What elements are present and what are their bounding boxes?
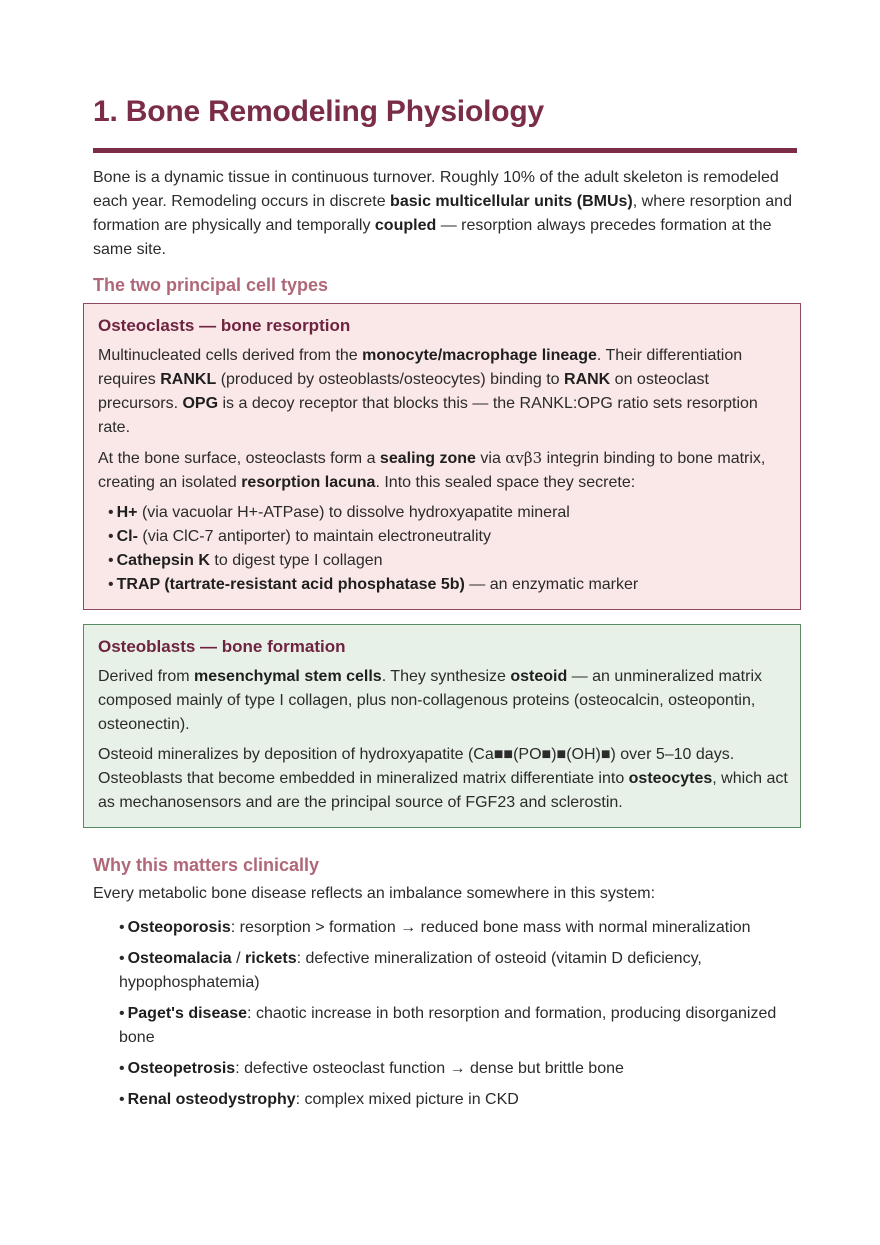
bullet: • <box>108 528 114 545</box>
list-item <box>98 525 788 549</box>
bold-term: Cl- <box>116 528 138 545</box>
clinical-list <box>93 916 797 1112</box>
bold-term: RANKL <box>160 371 217 388</box>
text: . They synthesize <box>381 668 511 685</box>
osteoblasts-paragraph-2 <box>98 743 788 815</box>
text: : resorption > formation → reduced bone mass with normal mineralization <box>230 919 751 936</box>
disease-name: rickets <box>245 950 297 967</box>
document-page <box>93 92 797 1119</box>
text: (produced by osteoblasts/osteocytes) binding to <box>216 371 565 388</box>
list-item <box>93 1088 797 1112</box>
disease-name: Renal osteodystrophy <box>127 1091 296 1108</box>
osteoclasts-paragraph-1 <box>98 344 788 440</box>
bullet: • <box>108 504 114 521</box>
list-item <box>93 1002 797 1050</box>
bold-term: coupled <box>374 217 437 234</box>
text: : defective osteoclast function → dense but brittle bone <box>235 1060 624 1077</box>
bold-term: resorption lacuna <box>241 474 376 491</box>
bold-term: sealing zone <box>379 450 476 467</box>
bullet: • <box>119 1091 125 1108</box>
text: — an unmineralized matrix composed mainly of type I collagen, plus non-collagenous proteins (osteocalcin, osteopontin, osteonectin). <box>98 668 762 733</box>
list-item <box>98 549 788 573</box>
text: is a decoy receptor that blocks this — the RANKL:OPG ratio sets resorption rate. <box>98 395 758 436</box>
bold-term: monocyte/macrophage lineage <box>362 347 597 364</box>
text: . Their differentiation requires <box>98 347 743 388</box>
intro-paragraph <box>93 166 797 262</box>
text: to digest type I collagen <box>209 552 383 569</box>
text: on osteoclast precursors. <box>98 371 709 412</box>
bullet: • <box>108 552 114 569</box>
bullet: • <box>119 1060 125 1077</box>
disease-name: Osteoporosis <box>127 919 231 936</box>
bullet: • <box>108 576 114 593</box>
bold-term: RANK <box>564 371 611 388</box>
bullet: • <box>119 950 125 967</box>
bullet: • <box>119 1005 125 1022</box>
text: (via vacuolar H+-ATPase) to dissolve hydroxyapatite mineral <box>137 504 570 521</box>
bold-term: H+ <box>116 504 138 521</box>
list-item <box>98 573 788 597</box>
text: Bone is a dynamic tissue in continuous turnover. Roughly 10% of the adult skeleton is remodeled each year. Remodeling occurs in discrete <box>93 169 779 210</box>
bold-term: Cathepsin K <box>116 552 210 569</box>
text: (via ClC-7 antiporter) to maintain electroneutrality <box>137 528 491 545</box>
text: Derived from <box>98 668 195 685</box>
list-item <box>93 1057 797 1081</box>
list-item <box>93 916 797 940</box>
bullet: • <box>119 919 125 936</box>
osteoblasts-box <box>83 624 801 828</box>
disease-name: Osteopetrosis <box>127 1060 236 1077</box>
text: : chaotic increase in both resorption and formation, producing disorganized bone <box>119 1005 777 1046</box>
clinical-lead: Every metabolic bone disease reflects an imbalance somewhere in this system: <box>93 885 656 902</box>
osteoblasts-paragraph-1 <box>98 665 788 737</box>
osteoclasts-heading: Osteoclasts — bone resorption <box>98 316 351 335</box>
text: Multinucleated cells derived from the <box>98 347 363 364</box>
text: integrin binding to bone matrix, creating an isolated <box>98 450 766 491</box>
text: . Into this sealed space they secrete: <box>375 474 636 491</box>
section-heading-clinical: Why this matters clinically <box>93 855 320 875</box>
text: , which act as mechanosensors and are the principal source of FGF23 and sclerostin. <box>98 770 788 811</box>
list-item <box>98 501 788 525</box>
clinical-section <box>93 882 797 1112</box>
list-item <box>93 947 797 995</box>
bold-term: osteoid <box>510 668 568 685</box>
text: Osteoid mineralizes by deposition of hydroxyapatite (Ca■■(PO■)■(OH)■) over 5–10 days. Osteoblasts that become embedded in mineralized matrix differentiate into <box>98 746 735 787</box>
text: via <box>475 450 506 467</box>
osteoclasts-box <box>83 303 801 610</box>
text: : defective mineralization of osteoid (vitamin D deficiency, hypophosphatemia) <box>119 950 702 991</box>
text: — resorption always precedes formation at the same site. <box>93 217 772 258</box>
bold-term: basic multicellular units (BMUs) <box>390 193 633 210</box>
text: At the bone surface, osteoclasts form a <box>98 450 380 467</box>
bold-term: OPG <box>182 395 219 412</box>
osteoblasts-heading: Osteoblasts — bone formation <box>98 637 346 656</box>
title-divider <box>93 148 797 153</box>
page-title: 1. Bone Remodeling Physiology <box>93 95 544 128</box>
bold-term: mesenchymal stem cells <box>194 668 382 685</box>
text: : complex mixed picture in CKD <box>295 1091 519 1108</box>
bold-term: TRAP (tartrate-resistant acid phosphatase 5b) <box>116 576 465 593</box>
integrin-symbol: αvβ3 <box>505 449 543 467</box>
secretion-list <box>98 501 788 597</box>
disease-name: Paget's disease <box>127 1005 248 1022</box>
osteoclasts-paragraph-2 <box>98 446 788 495</box>
text: / <box>231 950 246 967</box>
disease-name: Osteomalacia <box>127 950 232 967</box>
text: , where resorption and formation are physically and temporally <box>93 193 792 234</box>
section-heading-cell-types: The two principal cell types <box>93 275 329 295</box>
text: — an enzymatic marker <box>464 576 639 593</box>
bold-term: osteocytes <box>628 770 713 787</box>
